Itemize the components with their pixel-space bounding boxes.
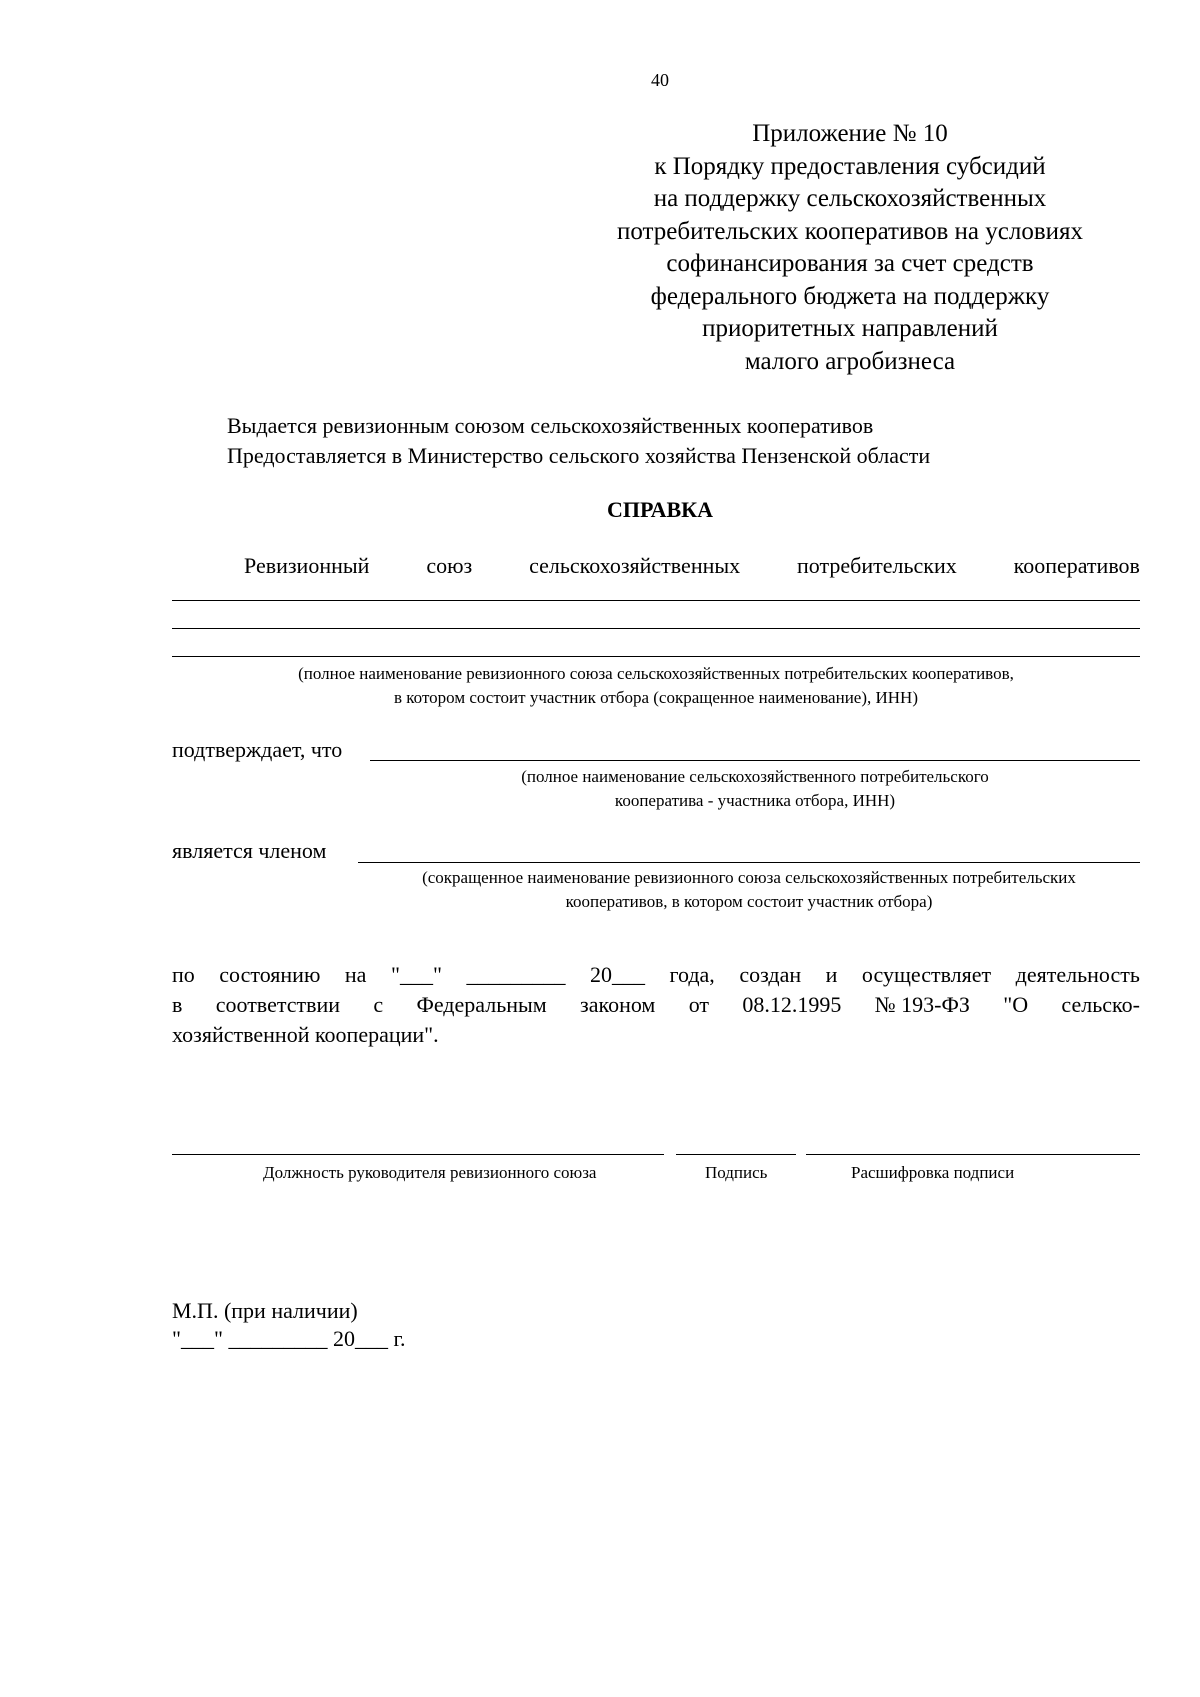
status-word: от	[688, 992, 710, 1017]
union-name-blank-line	[172, 656, 1140, 657]
union-intro-word: сельскохозяйственных	[529, 553, 741, 578]
cooperative-name-blank-line	[370, 760, 1140, 761]
status-word: деятельность	[1015, 962, 1140, 987]
cooperative-caption-line: кооператива - участника отбора, ИНН)	[614, 791, 896, 810]
position-caption: Должность руководителя ревизионного союза	[263, 1163, 597, 1182]
appendix-line: малого агробизнеса	[744, 347, 956, 375]
union-intro-word: потребительских	[797, 553, 957, 578]
status-word: соответствии	[215, 992, 341, 1017]
union-name-blank-line	[172, 600, 1140, 601]
status-word: на	[344, 962, 367, 987]
signature-line	[676, 1154, 796, 1155]
appendix-header	[580, 118, 1120, 378]
union-intro-line	[244, 553, 1140, 579]
stamp-date-line: "___" _________ 20___ г.	[172, 1326, 406, 1351]
submitted-to-text: Предоставляется в Министерство сельского хозяйства Пензенской области	[227, 443, 931, 468]
union-short-caption-line: (сокращенное наименование ревизионного союза сельскохозяйственных потребительских	[422, 868, 1076, 887]
status-word: создан	[739, 962, 802, 987]
status-word: законом	[580, 992, 656, 1017]
status-word: по	[172, 962, 195, 987]
appendix-line: к Порядку предоставления субсидий	[654, 152, 1046, 180]
union-intro-word: союз	[426, 553, 473, 578]
position-signature-line	[172, 1154, 664, 1155]
union-name-caption-line: в котором состоит участник отбора (сокращенное наименование), ИНН)	[394, 688, 918, 707]
page-number: 40	[651, 70, 669, 90]
document-title: СПРАВКА	[606, 497, 714, 522]
member-label: является членом	[172, 838, 327, 863]
status-word: осуществляет	[861, 962, 992, 987]
union-name-blank-line	[172, 628, 1140, 629]
status-word: _________	[466, 962, 566, 987]
status-word: "___"	[390, 962, 442, 987]
signature-caption: Подпись	[705, 1163, 768, 1182]
union-short-caption-line: кооперативов, в котором состоит участник отбора)	[565, 892, 933, 911]
status-line-3: хозяйственной кооперации".	[172, 1022, 439, 1047]
union-intro-word: Ревизионный	[244, 553, 370, 578]
status-word: в	[172, 992, 183, 1017]
issued-by-text: Выдается ревизионным союзом сельскохозяйственных кооперативов	[227, 413, 874, 438]
union-short-name-blank-line	[358, 862, 1140, 863]
status-word: сельско-	[1061, 992, 1140, 1017]
status-word: "О	[1003, 992, 1029, 1017]
status-word: года,	[669, 962, 715, 987]
status-line-2	[172, 992, 1140, 1018]
confirms-label: подтверждает, что	[172, 737, 343, 762]
status-word: с	[373, 992, 384, 1017]
appendix-line: Приложение № 10	[752, 120, 948, 147]
status-word: состоянию	[219, 962, 321, 987]
appendix-line: приоритетных направлений	[702, 315, 998, 342]
appendix-line: потребительских кооперативов на условиях	[616, 217, 1083, 245]
status-word: Федеральным	[416, 992, 547, 1017]
appendix-line: софинансирования за счет средств	[666, 250, 1034, 277]
status-word: № 193-ФЗ	[874, 992, 970, 1017]
union-intro-word: кооперативов	[1013, 553, 1140, 578]
cooperative-caption-line: (полное наименование сельскохозяйственного потребительского	[521, 767, 989, 786]
name-signature-line	[806, 1154, 1140, 1155]
appendix-line: на поддержку сельскохозяйственных	[653, 185, 1047, 212]
name-caption: Расшифровка подписи	[851, 1163, 1015, 1182]
status-word: 08.12.1995	[742, 992, 842, 1017]
status-word: 20___	[589, 962, 645, 987]
status-line-1	[172, 962, 1140, 988]
status-word: и	[825, 962, 838, 987]
union-name-caption-line: (полное наименование ревизионного союза сельскохозяйственных потребительских кооперативов,	[298, 664, 1014, 683]
stamp-label: М.П. (при наличии)	[172, 1298, 358, 1323]
appendix-line: федерального бюджета на поддержку	[650, 282, 1050, 310]
